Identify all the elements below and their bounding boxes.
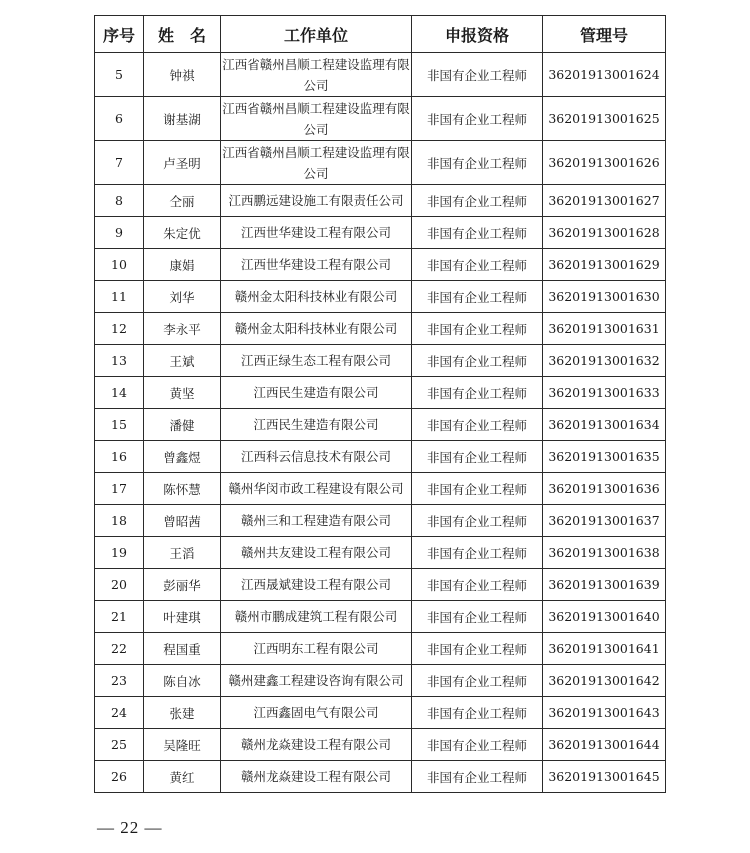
cell-qualification: 非国有企业工程师 xyxy=(412,473,543,505)
table-body xyxy=(95,53,666,793)
cell-name: 康娟 xyxy=(144,249,221,281)
cell-management-no: 36201913001625 xyxy=(543,97,666,141)
table-row xyxy=(95,505,666,537)
table-row xyxy=(95,761,666,793)
cell-name: 潘健 xyxy=(144,409,221,441)
cell-unit: 江西省赣州昌顺工程建设监理有限公司 xyxy=(221,141,412,185)
cell-name: 谢基湖 xyxy=(144,97,221,141)
cell-unit: 赣州市鹏成建筑工程有限公司 xyxy=(221,601,412,633)
table-row xyxy=(95,569,666,601)
cell-name: 李永平 xyxy=(144,313,221,345)
cell-seq: 24 xyxy=(95,697,144,729)
cell-seq: 5 xyxy=(95,53,144,97)
cell-name: 王斌 xyxy=(144,345,221,377)
cell-unit: 赣州共友建设工程有限公司 xyxy=(221,537,412,569)
table-row xyxy=(95,537,666,569)
cell-qualification: 非国有企业工程师 xyxy=(412,729,543,761)
cell-management-no: 36201913001638 xyxy=(543,537,666,569)
cell-management-no: 36201913001645 xyxy=(543,761,666,793)
cell-qualification: 非国有企业工程师 xyxy=(412,141,543,185)
cell-management-no: 36201913001626 xyxy=(543,141,666,185)
cell-unit: 江西鑫固电气有限公司 xyxy=(221,697,412,729)
table-row xyxy=(95,377,666,409)
table-row xyxy=(95,633,666,665)
cell-seq: 16 xyxy=(95,441,144,473)
cell-seq: 14 xyxy=(95,377,144,409)
cell-seq: 25 xyxy=(95,729,144,761)
cell-qualification: 非国有企业工程师 xyxy=(412,761,543,793)
table-row xyxy=(95,53,666,97)
cell-seq: 6 xyxy=(95,97,144,141)
cell-seq: 12 xyxy=(95,313,144,345)
cell-seq: 9 xyxy=(95,217,144,249)
cell-name: 曾鑫煜 xyxy=(144,441,221,473)
cell-unit: 赣州金太阳科技林业有限公司 xyxy=(221,313,412,345)
cell-name: 陈怀慧 xyxy=(144,473,221,505)
table-row xyxy=(95,729,666,761)
cell-seq: 17 xyxy=(95,473,144,505)
cell-seq: 22 xyxy=(95,633,144,665)
table-row xyxy=(95,249,666,281)
cell-management-no: 36201913001642 xyxy=(543,665,666,697)
cell-name: 彭丽华 xyxy=(144,569,221,601)
cell-name: 程国重 xyxy=(144,633,221,665)
table-row xyxy=(95,601,666,633)
cell-seq: 18 xyxy=(95,505,144,537)
table-row xyxy=(95,281,666,313)
cell-unit: 江西民生建造有限公司 xyxy=(221,409,412,441)
cell-unit: 江西晟斌建设工程有限公司 xyxy=(221,569,412,601)
cell-name: 黄坚 xyxy=(144,377,221,409)
cell-management-no: 36201913001635 xyxy=(543,441,666,473)
cell-qualification: 非国有企业工程师 xyxy=(412,569,543,601)
cell-name: 朱定优 xyxy=(144,217,221,249)
cell-seq: 19 xyxy=(95,537,144,569)
cell-management-no: 36201913001628 xyxy=(543,217,666,249)
cell-name: 叶建琪 xyxy=(144,601,221,633)
cell-qualification: 非国有企业工程师 xyxy=(412,505,543,537)
cell-name: 卢圣明 xyxy=(144,141,221,185)
cell-name: 刘华 xyxy=(144,281,221,313)
cell-qualification: 非国有企业工程师 xyxy=(412,313,543,345)
cell-qualification: 非国有企业工程师 xyxy=(412,249,543,281)
cell-unit: 江西正绿生态工程有限公司 xyxy=(221,345,412,377)
cell-unit: 赣州龙焱建设工程有限公司 xyxy=(221,761,412,793)
cell-management-no: 36201913001631 xyxy=(543,313,666,345)
header-seq: 序号 xyxy=(95,16,144,53)
table-row xyxy=(95,97,666,141)
cell-seq: 23 xyxy=(95,665,144,697)
header-management-no: 管理号 xyxy=(543,16,666,53)
cell-qualification: 非国有企业工程师 xyxy=(412,217,543,249)
cell-qualification: 非国有企业工程师 xyxy=(412,185,543,217)
table-row xyxy=(95,185,666,217)
table-row xyxy=(95,409,666,441)
cell-seq: 7 xyxy=(95,141,144,185)
cell-management-no: 36201913001632 xyxy=(543,345,666,377)
cell-qualification: 非国有企业工程师 xyxy=(412,53,543,97)
header-qualification: 申报资格 xyxy=(412,16,543,53)
cell-qualification: 非国有企业工程师 xyxy=(412,697,543,729)
cell-qualification: 非国有企业工程师 xyxy=(412,377,543,409)
cell-management-no: 36201913001624 xyxy=(543,53,666,97)
table-row xyxy=(95,141,666,185)
cell-name: 张建 xyxy=(144,697,221,729)
table-row xyxy=(95,473,666,505)
cell-seq: 20 xyxy=(95,569,144,601)
cell-name: 仝丽 xyxy=(144,185,221,217)
cell-unit: 赣州建鑫工程建设咨询有限公司 xyxy=(221,665,412,697)
cell-management-no: 36201913001640 xyxy=(543,601,666,633)
cell-seq: 11 xyxy=(95,281,144,313)
cell-management-no: 36201913001643 xyxy=(543,697,666,729)
cell-name: 曾昭茜 xyxy=(144,505,221,537)
cell-qualification: 非国有企业工程师 xyxy=(412,633,543,665)
cell-seq: 21 xyxy=(95,601,144,633)
table-row xyxy=(95,697,666,729)
cell-seq: 10 xyxy=(95,249,144,281)
cell-name: 陈自冰 xyxy=(144,665,221,697)
cell-management-no: 36201913001629 xyxy=(543,249,666,281)
table-row xyxy=(95,665,666,697)
cell-unit: 江西世华建设工程有限公司 xyxy=(221,249,412,281)
cell-management-no: 36201913001627 xyxy=(543,185,666,217)
cell-qualification: 非国有企业工程师 xyxy=(412,601,543,633)
cell-unit: 江西科云信息技术有限公司 xyxy=(221,441,412,473)
personnel-table xyxy=(94,15,666,793)
cell-unit: 江西省赣州昌顺工程建设监理有限公司 xyxy=(221,53,412,97)
cell-qualification: 非国有企业工程师 xyxy=(412,345,543,377)
cell-seq: 13 xyxy=(95,345,144,377)
cell-seq: 8 xyxy=(95,185,144,217)
cell-qualification: 非国有企业工程师 xyxy=(412,409,543,441)
cell-name: 黄红 xyxy=(144,761,221,793)
cell-unit: 江西鹏远建设施工有限责任公司 xyxy=(221,185,412,217)
cell-seq: 15 xyxy=(95,409,144,441)
header-name: 姓 名 xyxy=(144,16,221,53)
cell-name: 吴隆旺 xyxy=(144,729,221,761)
cell-management-no: 36201913001630 xyxy=(543,281,666,313)
cell-management-no: 36201913001641 xyxy=(543,633,666,665)
cell-unit: 江西省赣州昌顺工程建设监理有限公司 xyxy=(221,97,412,141)
table-row xyxy=(95,313,666,345)
cell-unit: 江西明东工程有限公司 xyxy=(221,633,412,665)
page-number: — 22 — xyxy=(97,818,163,837)
header-unit: 工作单位 xyxy=(221,16,412,53)
cell-management-no: 36201913001644 xyxy=(543,729,666,761)
table-row xyxy=(95,441,666,473)
table-row xyxy=(95,345,666,377)
cell-name: 王滔 xyxy=(144,537,221,569)
cell-unit: 赣州华闵市政工程建设有限公司 xyxy=(221,473,412,505)
cell-unit: 赣州龙焱建设工程有限公司 xyxy=(221,729,412,761)
cell-qualification: 非国有企业工程师 xyxy=(412,537,543,569)
cell-unit: 江西世华建设工程有限公司 xyxy=(221,217,412,249)
cell-qualification: 非国有企业工程师 xyxy=(412,97,543,141)
cell-management-no: 36201913001633 xyxy=(543,377,666,409)
table-row xyxy=(95,217,666,249)
cell-management-no: 36201913001636 xyxy=(543,473,666,505)
cell-qualification: 非国有企业工程师 xyxy=(412,281,543,313)
cell-management-no: 36201913001634 xyxy=(543,409,666,441)
table-header-row xyxy=(95,16,666,53)
cell-unit: 赣州金太阳科技林业有限公司 xyxy=(221,281,412,313)
cell-management-no: 36201913001637 xyxy=(543,505,666,537)
cell-management-no: 36201913001639 xyxy=(543,569,666,601)
cell-qualification: 非国有企业工程师 xyxy=(412,665,543,697)
cell-qualification: 非国有企业工程师 xyxy=(412,441,543,473)
cell-name: 钟祺 xyxy=(144,53,221,97)
cell-unit: 赣州三和工程建造有限公司 xyxy=(221,505,412,537)
cell-unit: 江西民生建造有限公司 xyxy=(221,377,412,409)
cell-seq: 26 xyxy=(95,761,144,793)
